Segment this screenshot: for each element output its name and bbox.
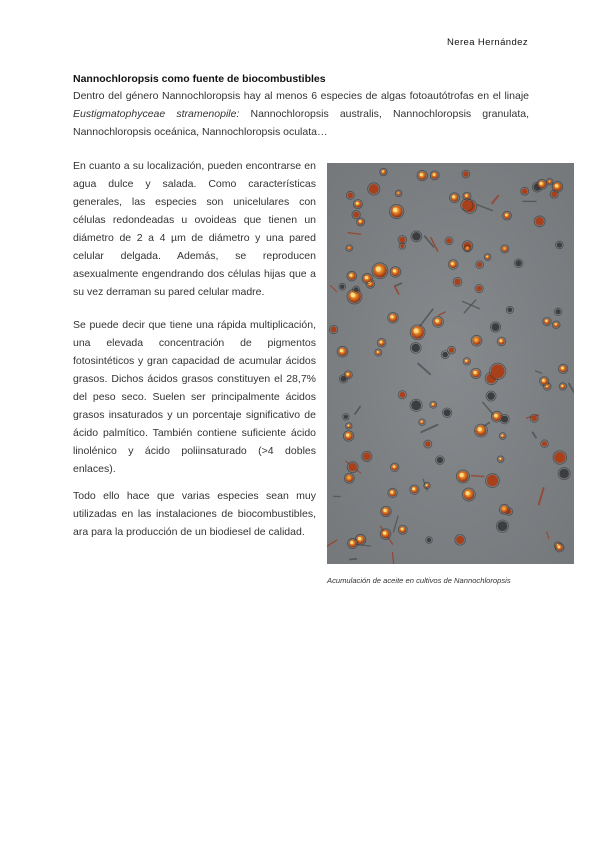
algae-cell [558,364,567,373]
paragraph-text: Todo ello hace que varias especies sean muy utilizadas en las instalaciones de biocombustibles, ara para la producción de un biodiesel de calidad. [73,490,316,538]
algae-cell [398,525,407,534]
algae-cell [368,183,380,195]
algae-cell [499,504,509,514]
algae-cell [377,338,386,347]
algae-cell [450,193,460,203]
algae-cell [381,506,392,517]
algae-cell [455,535,466,546]
algae-cell [433,316,444,327]
algae-cell [410,485,419,494]
algae-cell [390,267,401,278]
algae-cell [491,411,502,422]
microscope-image [327,163,574,564]
microalgae-cells-illustration [327,163,574,564]
algae-cell [475,424,488,437]
intro-taxon: Eustigmatophyceae stramenopile: [73,108,240,120]
intro-line: Dentro del género Nannochloropsis hay al menos 6 especies de algas fotoautótrofas en el linaje [73,90,529,102]
algae-cell [346,191,354,199]
algae-cell [552,182,563,193]
paragraph-growth [73,316,316,478]
algae-cell [329,325,337,333]
algae-cell [497,337,506,346]
author-name: Nerea Hernández [447,37,528,48]
algae-cell [501,245,509,253]
algae-cell [534,216,545,227]
algae-cell [471,335,482,346]
algae-cell [521,187,529,195]
algae-cell [456,470,469,483]
algae-cell [344,371,352,379]
algae-cell [411,231,422,242]
figure-caption: Acumulación de aceite en cultivos de Nannochloropsis [327,576,511,585]
algae-cell [486,391,496,401]
algae-cell [461,199,473,211]
algae-cell [353,200,362,209]
algae-cell [503,211,512,220]
algae-cell [390,204,404,218]
algae-cell [475,284,483,292]
algae-cell [355,534,366,545]
intro-paragraph [73,87,529,141]
algae-cell [362,273,372,283]
algae-cell [490,363,506,379]
algae-cell [453,277,462,286]
algae-cell [390,463,399,472]
algae-cell [486,474,500,488]
algae-cell [352,210,360,218]
algae-cell [372,263,388,279]
algae-cell [553,451,567,465]
algae-cell [343,431,354,442]
algae-cell [537,179,547,189]
algae-cell [558,468,570,480]
algae-cell [348,538,358,548]
algae-cell [398,391,406,399]
algae-cell [436,456,445,465]
algae-cell [442,408,452,418]
paragraph-location [73,157,316,301]
algae-cell [500,414,510,424]
algae-cell [448,260,458,270]
section-title: Nannochloropsis como fuente de biocombustibles [73,73,326,85]
algae-cell [543,317,551,325]
debris-streak [350,559,356,560]
algae-cell [410,399,422,411]
algae-cell [471,368,481,378]
paragraph-text: Se puede decir que tiene una rápida multiplicación, una elevada concentración de pigmentos fotosintéticos y gran capacidad de acumular ácidos grasos. Dichos ácidos grasos constituyen el 28,7% del peso seco. Suelen ser principalmente ácidos grasos insaturados y un porcentaje significativo de ácido palmítico. También contiene suficiente ácido linolénico y ácido poliinsaturado (>4 dobles enlaces). [73,319,316,475]
algae-cell [530,414,538,422]
algae-cell [490,322,500,332]
paragraph-text: En cuanto a su localización, pueden encontrarse en agua dulce y salada. Como características generales, las especies son unicelulares con células redondeadas u ovoideas que tienen un diámetro de 2 a 4 µm de diámetro y una pared celular delgada. Además, se reproducen asexualmente engendrando dos células hijas que a su vez derraman su pared celular madre. [73,160,316,298]
algae-cell [337,346,348,357]
algae-cell [357,218,365,226]
algae-cell [430,171,439,180]
algae-cell [380,529,391,540]
algae-cell [347,462,358,473]
algae-cell [514,259,523,268]
algae-cell [388,312,399,323]
algae-cell [344,473,354,483]
algae-cell [555,543,564,552]
debris-streak [472,476,484,477]
algae-cell [417,170,427,180]
algae-cell [347,271,357,281]
algae-cell [362,451,372,461]
algae-cell [410,342,421,353]
algae-cell [496,520,508,532]
paragraph-biofuel [73,487,316,541]
intro-species: Nannochloropsis australis, Nannochloropsis granulata, Nannochloropsis oceánica, Nannochloropsis oculata… [73,108,529,138]
algae-cell [410,325,425,340]
algae-cell [388,488,397,497]
algae-cell [540,377,549,386]
algae-cell [462,488,475,501]
